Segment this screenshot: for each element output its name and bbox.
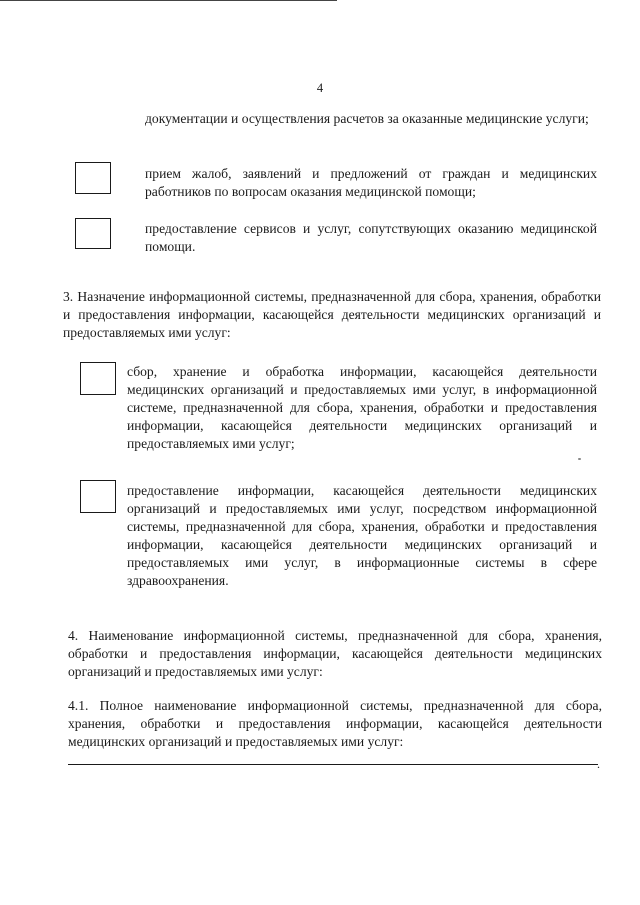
item-continuation-text: документации и осуществления расчетов за оказанные медицинские услуги; xyxy=(145,111,589,126)
scan-speck xyxy=(578,458,581,460)
fill-in-line[interactable] xyxy=(68,764,598,765)
checkbox-section3-option2[interactable] xyxy=(80,480,116,513)
checkbox-services[interactable] xyxy=(75,218,111,249)
line-end-period: . xyxy=(597,757,600,771)
scan-edge-line xyxy=(0,0,337,1)
section3-option2-text: предоставление информации, касающейся деятельности медицинских организаций и предоставляемых ими услуг, посредством информационной системы, предназначенной для сбора, хранения, обработки и предоставления информации, касающейся деятельности медицинских организаций и предоставляемых ими услуг, в информационные системы в сфере здравоохранения. xyxy=(127,483,597,588)
checkbox-complaints[interactable] xyxy=(75,162,111,194)
page-number: 4 xyxy=(316,81,324,95)
section-3-heading: 3. Назначение информационной системы, предназначенной для сбора, хранения, обработки и предоставления информации, касающейся деятельности медицинских организаций и предоставляемых ими услуг: xyxy=(63,289,601,340)
section-4-heading: 4. Наименование информационной системы, предназначенной для сбора, хранения, обработки и предоставления информации, касающейся деятельности медицинских организаций и предоставляемых ими услуг: xyxy=(68,628,602,679)
item-complaints-text: прием жалоб, заявлений и предложений от граждан и медицинских работников по вопросам оказания медицинской помощи; xyxy=(145,166,597,199)
item-services-text: предоставление сервисов и услуг, сопутствующих оказанию медицинской помощи. xyxy=(145,221,597,254)
section-4-1-text: 4.1. Полное наименование информационной системы, предназначенной для сбора, хранения, обработки и предоставления информации, касающейся деятельности медицинских организаций и предоставляемых ими услуг: xyxy=(68,698,602,749)
checkbox-section3-option1[interactable] xyxy=(80,362,116,395)
section3-option1-text: сбор, хранение и обработка информации, касающейся деятельности медицинских организаций и предоставляемых ими услуг, в информационной системе, предназначенной для сбора, хранения, обработки и предоставления информации, касающейся деятельности медицинских организаций и предоставляемых ими услуг; xyxy=(127,364,597,451)
